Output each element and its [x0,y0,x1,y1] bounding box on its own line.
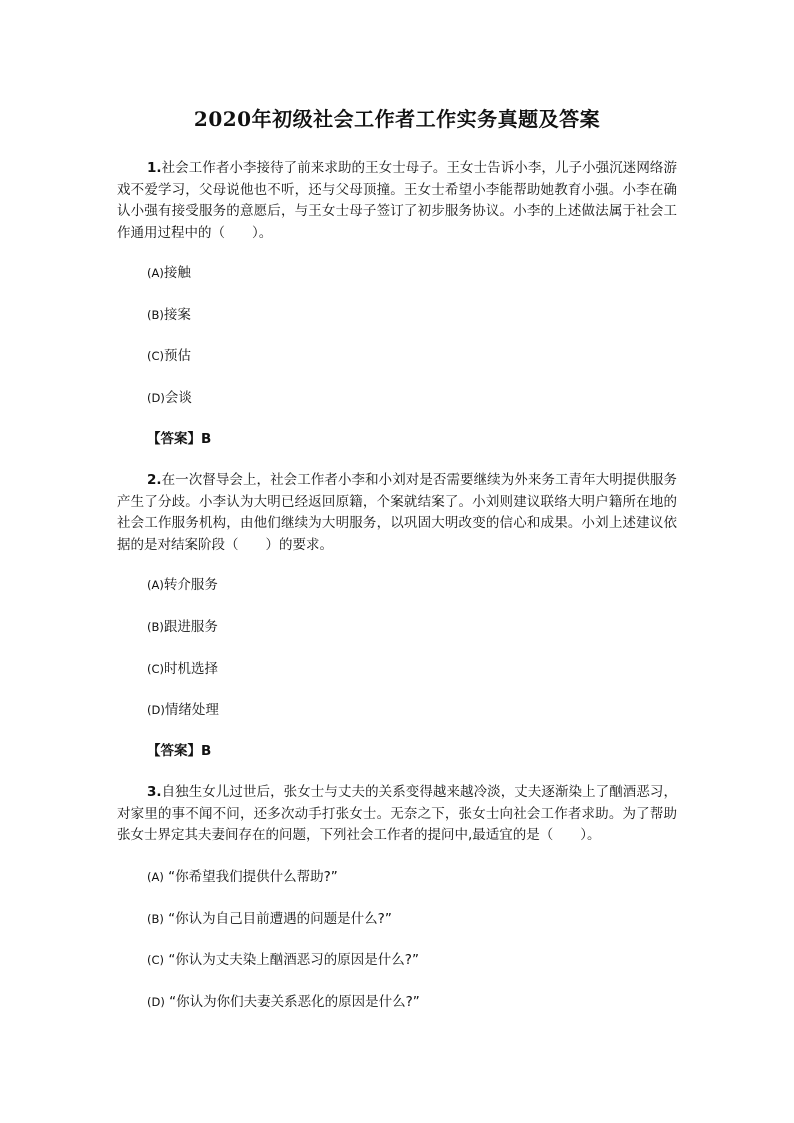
question-1 [117,158,677,244]
question-3-option-c [147,950,419,970]
option-label: (C) [147,662,165,676]
question-number: 3. [147,784,162,800]
option-label: (B) [147,620,164,634]
option-text: 跟进服务 [163,619,218,635]
option-text: 情绪处理 [164,702,219,718]
option-label: (A) [147,578,164,592]
option-text: 转介服务 [163,577,218,593]
option-text: “你认为你们夫妻关系恶化的原因是什么?” [169,994,420,1010]
question-1-option-c [147,346,191,366]
option-text: “你希望我们提供什么帮助?” [168,869,338,885]
option-label: (B) [147,912,164,926]
option-label: (B) [147,308,164,322]
question-1-option-d [147,388,192,408]
option-label: (D) [147,995,165,1009]
option-label: (A) [147,870,164,884]
question-1-option-b [147,305,191,325]
question-2-option-d [147,700,219,720]
document-title: 2020年初级社会工作者工作实务真题及答案 [193,107,601,131]
question-2-option-a [147,575,218,595]
question-3 [117,782,677,847]
question-number: 1. [147,160,162,176]
option-label: (C) [147,953,165,967]
option-label: (D) [147,391,165,405]
question-3-option-a [147,867,338,887]
question-3-option-d [147,992,420,1012]
option-text: “你认为丈夫染上酗酒恶习的原因是什么?” [168,952,419,968]
question-number: 2. [147,472,162,488]
option-text: 接触 [163,265,191,281]
question-1-option-a [147,263,191,283]
option-text: 会谈 [164,390,192,406]
option-text: 预估 [164,348,192,364]
question-2-option-c [147,659,218,679]
question-text: 在一次督导会上，社会工作者小李和小刘对是否需要继续为外来务工青年大明提供服务产生了分歧。小李认为大明已经返回原籍，个案就结案了。小刘则建议联络大明户籍所在地的社会工作服务机构，由他们继续为大明服务，以巩固大明改变的信心和成果。小刘上述建议依据的是对结案阶段（ ）的要求。 [117,472,677,553]
question-text: 社会工作者小李接待了前来求助的王女士母子。王女士告诉小李，儿子小强沉迷网络游戏不爱学习，父母说他也不听，还与父母顶撞。王女士希望小李能帮助她教育小强。小李在确认小强有接受服务的意愿后，与王女士母子签订了初步服务协议。小李的上述做法属于社会工作通用过程中的（ ）。 [117,160,677,241]
option-text: 时机选择 [164,661,219,677]
option-text: “你认为自己目前遭遇的问题是什么?” [168,911,392,927]
question-3-option-b [147,909,392,929]
question-2-answer: 【答案】B [147,743,212,759]
question-1-answer: 【答案】B [147,431,212,447]
option-label: (D) [147,703,165,717]
option-label: (C) [147,349,165,363]
option-text: 接案 [163,307,191,323]
question-2-option-b [147,617,218,637]
option-label: (A) [147,266,164,280]
question-text: 自独生女儿过世后，张女士与丈夫的关系变得越来越冷淡，丈夫逐渐染上了酗酒恶习，对家里的事不闻不问，还多次动手打张女士。无奈之下，张女士向社会工作者求助。为了帮助张女士界定其夫妻间存在的问题，下列社会工作者的提问中,最适宜的是（ ）。 [117,784,677,843]
question-2 [117,470,677,556]
